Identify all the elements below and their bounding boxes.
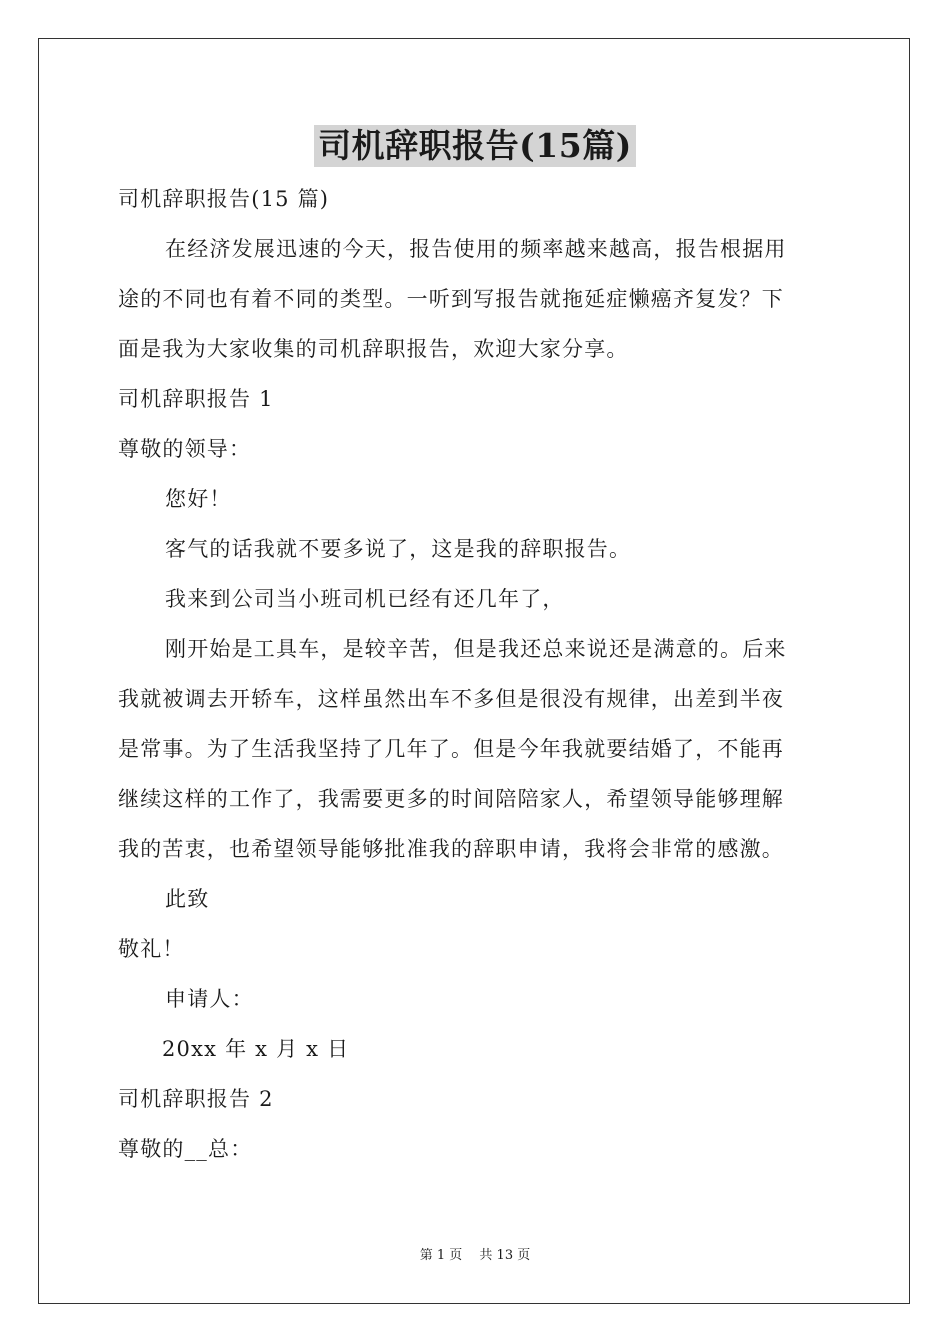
section-heading-2: 司机辞职报告 2 bbox=[118, 1087, 274, 1111]
closing-line-1: 此致 bbox=[165, 887, 210, 911]
body-line-1: 客气的话我就不要多说了，这是我的辞职报告。 bbox=[165, 537, 632, 561]
intro-line-1: 在经济发展迅速的今天，报告使用的频率越来越高，报告根据用 bbox=[165, 237, 787, 261]
document-title-text: 司机辞职报告(15篇) bbox=[314, 125, 636, 167]
page-frame bbox=[38, 38, 910, 1304]
body-line-3: 刚开始是工具车，是较辛苦，但是我还总来说还是满意的。后来 bbox=[165, 637, 787, 661]
date-line: 20xx 年 x 月 x 日 bbox=[162, 1037, 350, 1061]
body-line-6: 继续这样的工作了，我需要更多的时间陪陪家人，希望领导能够理解 bbox=[118, 787, 784, 811]
body-line-4: 我就被调去开轿车，这样虽然出车不多但是很没有规律，出差到半夜 bbox=[118, 687, 784, 711]
salutation-2: 尊敬的__总： bbox=[118, 1137, 253, 1161]
intro-line-2: 途的不同也有着不同的类型。一听到写报告就拖延症懒癌齐复发？下 bbox=[118, 287, 784, 311]
salutation-1: 尊敬的领导： bbox=[118, 437, 252, 461]
closing-line-2: 敬礼！ bbox=[118, 937, 185, 961]
subtitle-line: 司机辞职报告(15 篇) bbox=[118, 187, 330, 211]
document-title bbox=[0, 125, 950, 167]
body-line-7: 我的苦衷，也希望领导能够批准我的辞职申请，我将会非常的感激。 bbox=[118, 837, 784, 861]
body-line-2: 我来到公司当小班司机已经有还几年了， bbox=[165, 587, 565, 611]
body-line-5: 是常事。为了生活我坚持了几年了。但是今年我就要结婚了，不能再 bbox=[118, 737, 784, 761]
greeting: 您好！ bbox=[165, 487, 232, 511]
section-heading-1: 司机辞职报告 1 bbox=[118, 387, 274, 411]
page-footer: 第 1 页 共 13 页 bbox=[419, 1248, 531, 1263]
applicant-label: 申请人： bbox=[165, 987, 254, 1011]
intro-line-3: 面是我为大家收集的司机辞职报告，欢迎大家分享。 bbox=[118, 337, 629, 361]
